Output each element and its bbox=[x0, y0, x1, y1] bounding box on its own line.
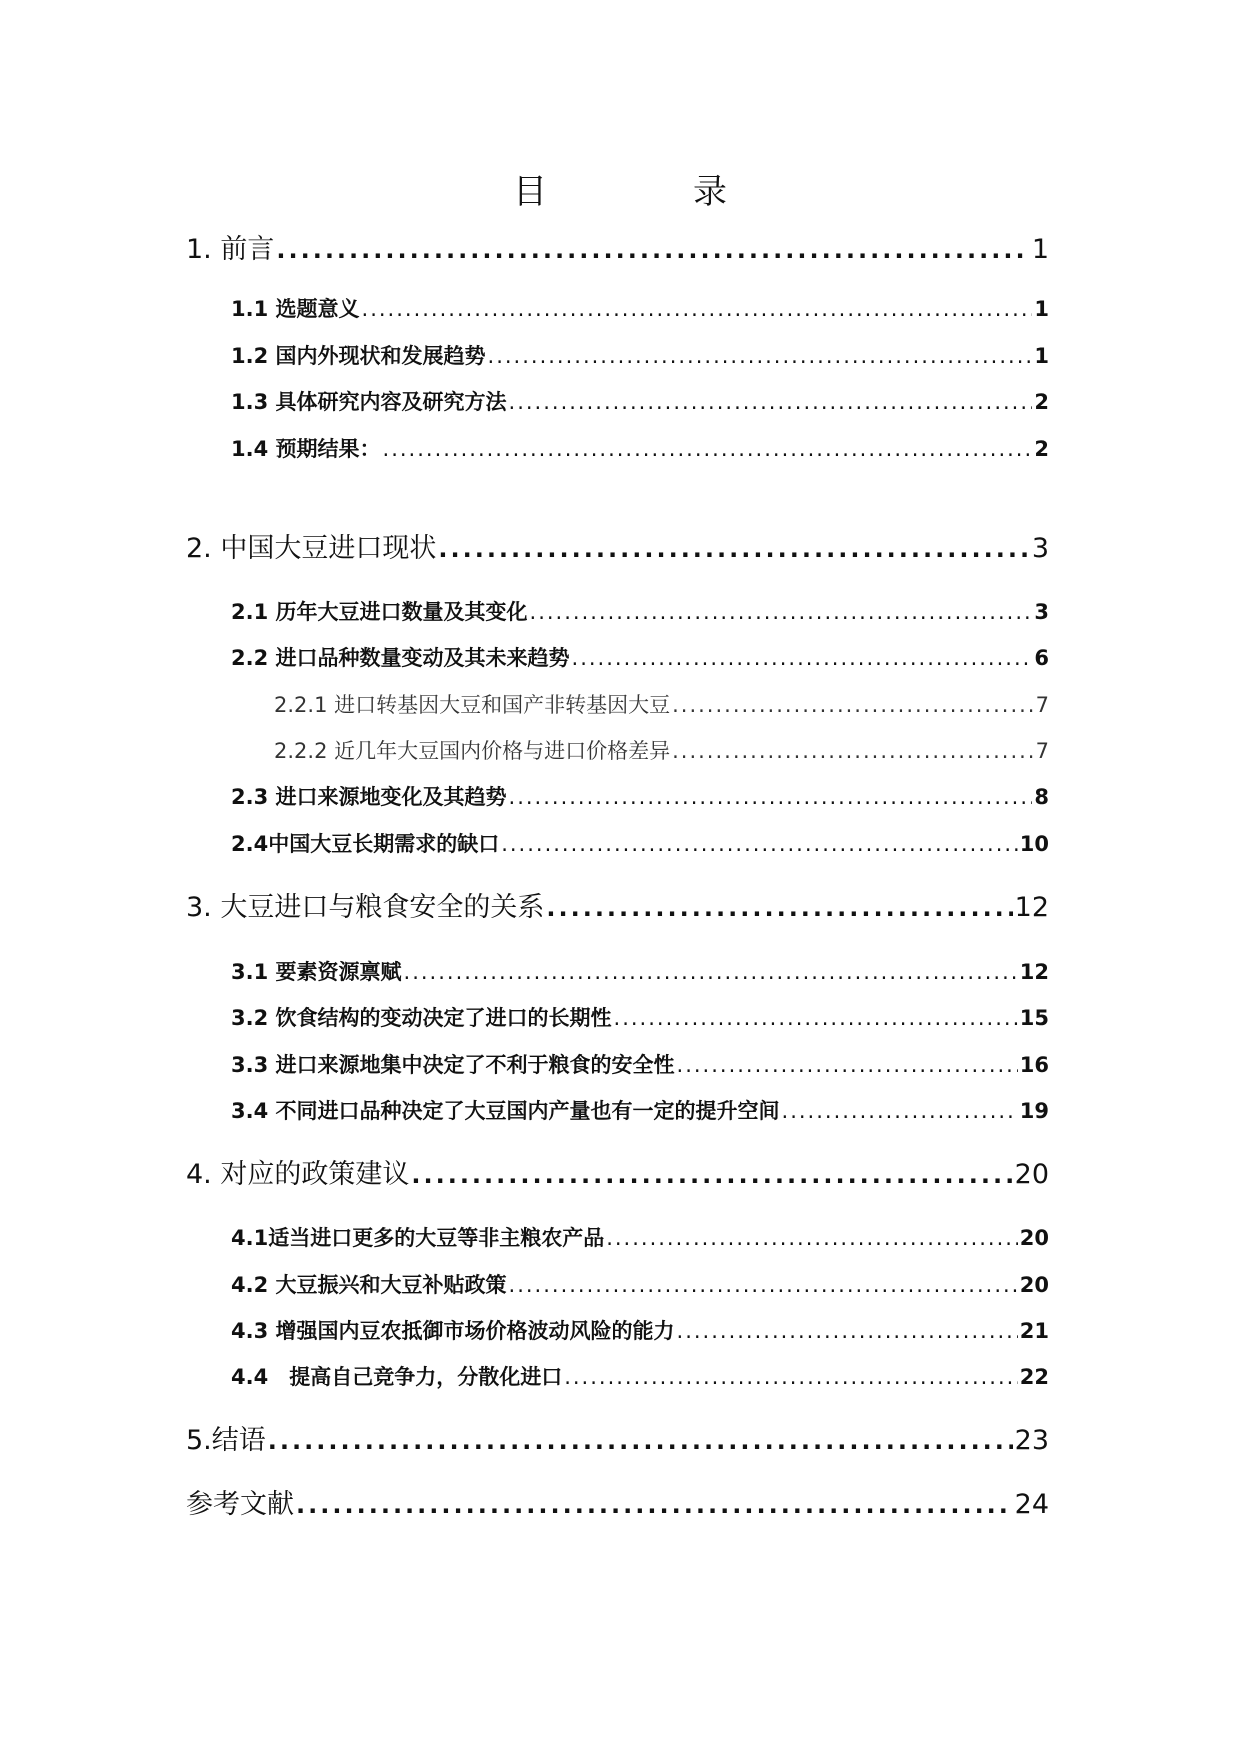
toc-entry-2-1[interactable] bbox=[231, 598, 1049, 626]
dot-leader bbox=[438, 532, 1029, 566]
toc-page-number: 8 bbox=[1034, 785, 1049, 809]
toc-entry-label: 1.4 预期结果： bbox=[231, 437, 381, 461]
toc-page-number: 21 bbox=[1019, 1319, 1049, 1343]
dot-leader bbox=[268, 1424, 1013, 1458]
dot-leader bbox=[572, 644, 1033, 672]
toc-entry-label: 2. 中国大豆进口现状 bbox=[186, 533, 437, 564]
toc-entry-label: 2.1 历年大豆进口数量及其变化 bbox=[231, 600, 528, 624]
toc-page-number: 20 bbox=[1014, 1159, 1049, 1190]
toc-entry-references[interactable] bbox=[186, 1488, 1049, 1522]
toc-entry-2[interactable] bbox=[186, 532, 1049, 566]
toc-entry-3-4[interactable] bbox=[231, 1097, 1049, 1125]
toc-page-number: 2 bbox=[1034, 437, 1049, 461]
toc-entry-4-3[interactable] bbox=[231, 1317, 1049, 1345]
toc-entry-label: 2.3 进口来源地变化及其趋势 bbox=[231, 785, 507, 809]
toc-entry-label: 3.4 不同进口品种决定了大豆国内产量也有一定的提升空间 bbox=[231, 1099, 780, 1123]
toc-entry-label: 1. 前言 bbox=[186, 234, 275, 265]
toc-entry-label: 2.2.2 近几年大豆国内价格与进口价格差异 bbox=[274, 739, 671, 763]
toc-entry-1-1[interactable] bbox=[231, 295, 1049, 323]
toc-entry-1-3[interactable] bbox=[231, 388, 1049, 416]
toc-entry-5[interactable] bbox=[186, 1424, 1049, 1458]
dot-leader bbox=[677, 1051, 1018, 1079]
dot-leader bbox=[411, 1158, 1012, 1192]
dot-leader bbox=[362, 295, 1033, 323]
toc-page-number: 12 bbox=[1014, 892, 1049, 923]
toc-entry-label: 1.2 国内外现状和发展趋势 bbox=[231, 344, 486, 368]
dot-leader bbox=[509, 388, 1033, 416]
dot-leader bbox=[782, 1097, 1018, 1125]
toc-entry-label: 4.3 增强国内豆农抵御市场价格波动风险的能力 bbox=[231, 1319, 675, 1343]
dot-leader bbox=[614, 1004, 1018, 1032]
toc-page-number: 23 bbox=[1014, 1425, 1049, 1456]
toc-entry-label: 4.4 提高自己竞争力，分散化进口 bbox=[231, 1365, 563, 1389]
toc-entry-3-3[interactable] bbox=[231, 1051, 1049, 1079]
dot-leader bbox=[672, 737, 1034, 765]
dot-leader bbox=[296, 1488, 1013, 1522]
toc-entry-3-2[interactable] bbox=[231, 1004, 1049, 1032]
toc-entry-4[interactable] bbox=[186, 1158, 1049, 1192]
toc-entry-label: 3. 大豆进口与粮食安全的关系 bbox=[186, 892, 545, 923]
toc-page-number: 2 bbox=[1034, 390, 1049, 414]
toc-entry-label: 参考文献 bbox=[186, 1489, 294, 1520]
toc-page-number: 12 bbox=[1019, 960, 1049, 984]
toc-entry-2-2-1[interactable] bbox=[274, 691, 1049, 719]
toc-entry-label: 2.2 进口品种数量变动及其未来趋势 bbox=[231, 646, 570, 670]
toc-page-number: 16 bbox=[1019, 1053, 1049, 1077]
toc-page-number: 22 bbox=[1019, 1365, 1049, 1389]
toc-entry-label: 4.2 大豆振兴和大豆补贴政策 bbox=[231, 1273, 507, 1297]
toc-entry-label: 1.1 选题意义 bbox=[231, 297, 360, 321]
dot-leader bbox=[509, 1271, 1018, 1299]
toc-entry-1[interactable] bbox=[186, 233, 1049, 267]
toc-entry-3[interactable] bbox=[186, 891, 1049, 925]
dot-leader bbox=[383, 435, 1033, 463]
dot-leader bbox=[564, 1363, 1018, 1391]
toc-entry-2-2[interactable] bbox=[231, 644, 1049, 672]
toc-entry-label: 2.4中国大豆长期需求的缺口 bbox=[231, 832, 500, 856]
toc-entry-label: 5.结语 bbox=[186, 1425, 266, 1456]
toc-page-number: 7 bbox=[1035, 693, 1049, 717]
toc-entry-4-1[interactable] bbox=[231, 1224, 1049, 1252]
toc-entry-4-2[interactable] bbox=[231, 1271, 1049, 1299]
dot-leader bbox=[672, 691, 1034, 719]
toc-entry-2-2-2[interactable] bbox=[274, 737, 1049, 765]
dot-leader bbox=[501, 830, 1018, 858]
toc-entry-label: 3.3 进口来源地集中决定了不利于粮食的安全性 bbox=[231, 1053, 675, 1077]
toc-page-number: 10 bbox=[1019, 832, 1049, 856]
dot-leader bbox=[546, 891, 1012, 925]
toc-page-number: 7 bbox=[1035, 739, 1049, 763]
toc-entry-label: 3.1 要素资源禀赋 bbox=[231, 960, 402, 984]
toc-page-number: 1 bbox=[1034, 344, 1049, 368]
toc-page-number: 6 bbox=[1034, 646, 1049, 670]
toc-entry-label: 4.1适当进口更多的大豆等非主粮农产品 bbox=[231, 1226, 605, 1250]
toc-page-number: 3 bbox=[1031, 533, 1049, 564]
toc-page-number: 20 bbox=[1019, 1273, 1049, 1297]
toc-entry-label: 3.2 饮食结构的变动决定了进口的长期性 bbox=[231, 1006, 612, 1030]
toc-page-number: 3 bbox=[1034, 600, 1049, 624]
toc-page-number: 1 bbox=[1034, 297, 1049, 321]
dot-leader bbox=[488, 342, 1033, 370]
toc-page-number: 1 bbox=[1031, 234, 1049, 265]
toc-entry-2-3[interactable] bbox=[231, 783, 1049, 811]
dot-leader bbox=[530, 598, 1033, 626]
toc-page-number: 24 bbox=[1014, 1489, 1049, 1520]
toc-entry-label: 2.2.1 进口转基因大豆和国产非转基因大豆 bbox=[274, 693, 671, 717]
toc-entry-1-4[interactable] bbox=[231, 435, 1049, 463]
dot-leader bbox=[509, 783, 1033, 811]
toc-page-number: 20 bbox=[1019, 1226, 1049, 1250]
toc-entry-1-2[interactable] bbox=[231, 342, 1049, 370]
dot-leader bbox=[677, 1317, 1018, 1345]
toc-page-number: 19 bbox=[1019, 1099, 1049, 1123]
toc-entry-4-4[interactable] bbox=[231, 1363, 1049, 1391]
dot-leader bbox=[606, 1224, 1018, 1252]
dot-leader bbox=[404, 958, 1018, 986]
page-title: 目 录 bbox=[513, 172, 783, 212]
dot-leader bbox=[276, 233, 1029, 267]
toc-entry-3-1[interactable] bbox=[231, 958, 1049, 986]
toc-page-number: 15 bbox=[1019, 1006, 1049, 1030]
toc-entry-label: 1.3 具体研究内容及研究方法 bbox=[231, 390, 507, 414]
toc-entry-label: 4. 对应的政策建议 bbox=[186, 1159, 410, 1190]
toc-entry-2-4[interactable] bbox=[231, 830, 1049, 858]
